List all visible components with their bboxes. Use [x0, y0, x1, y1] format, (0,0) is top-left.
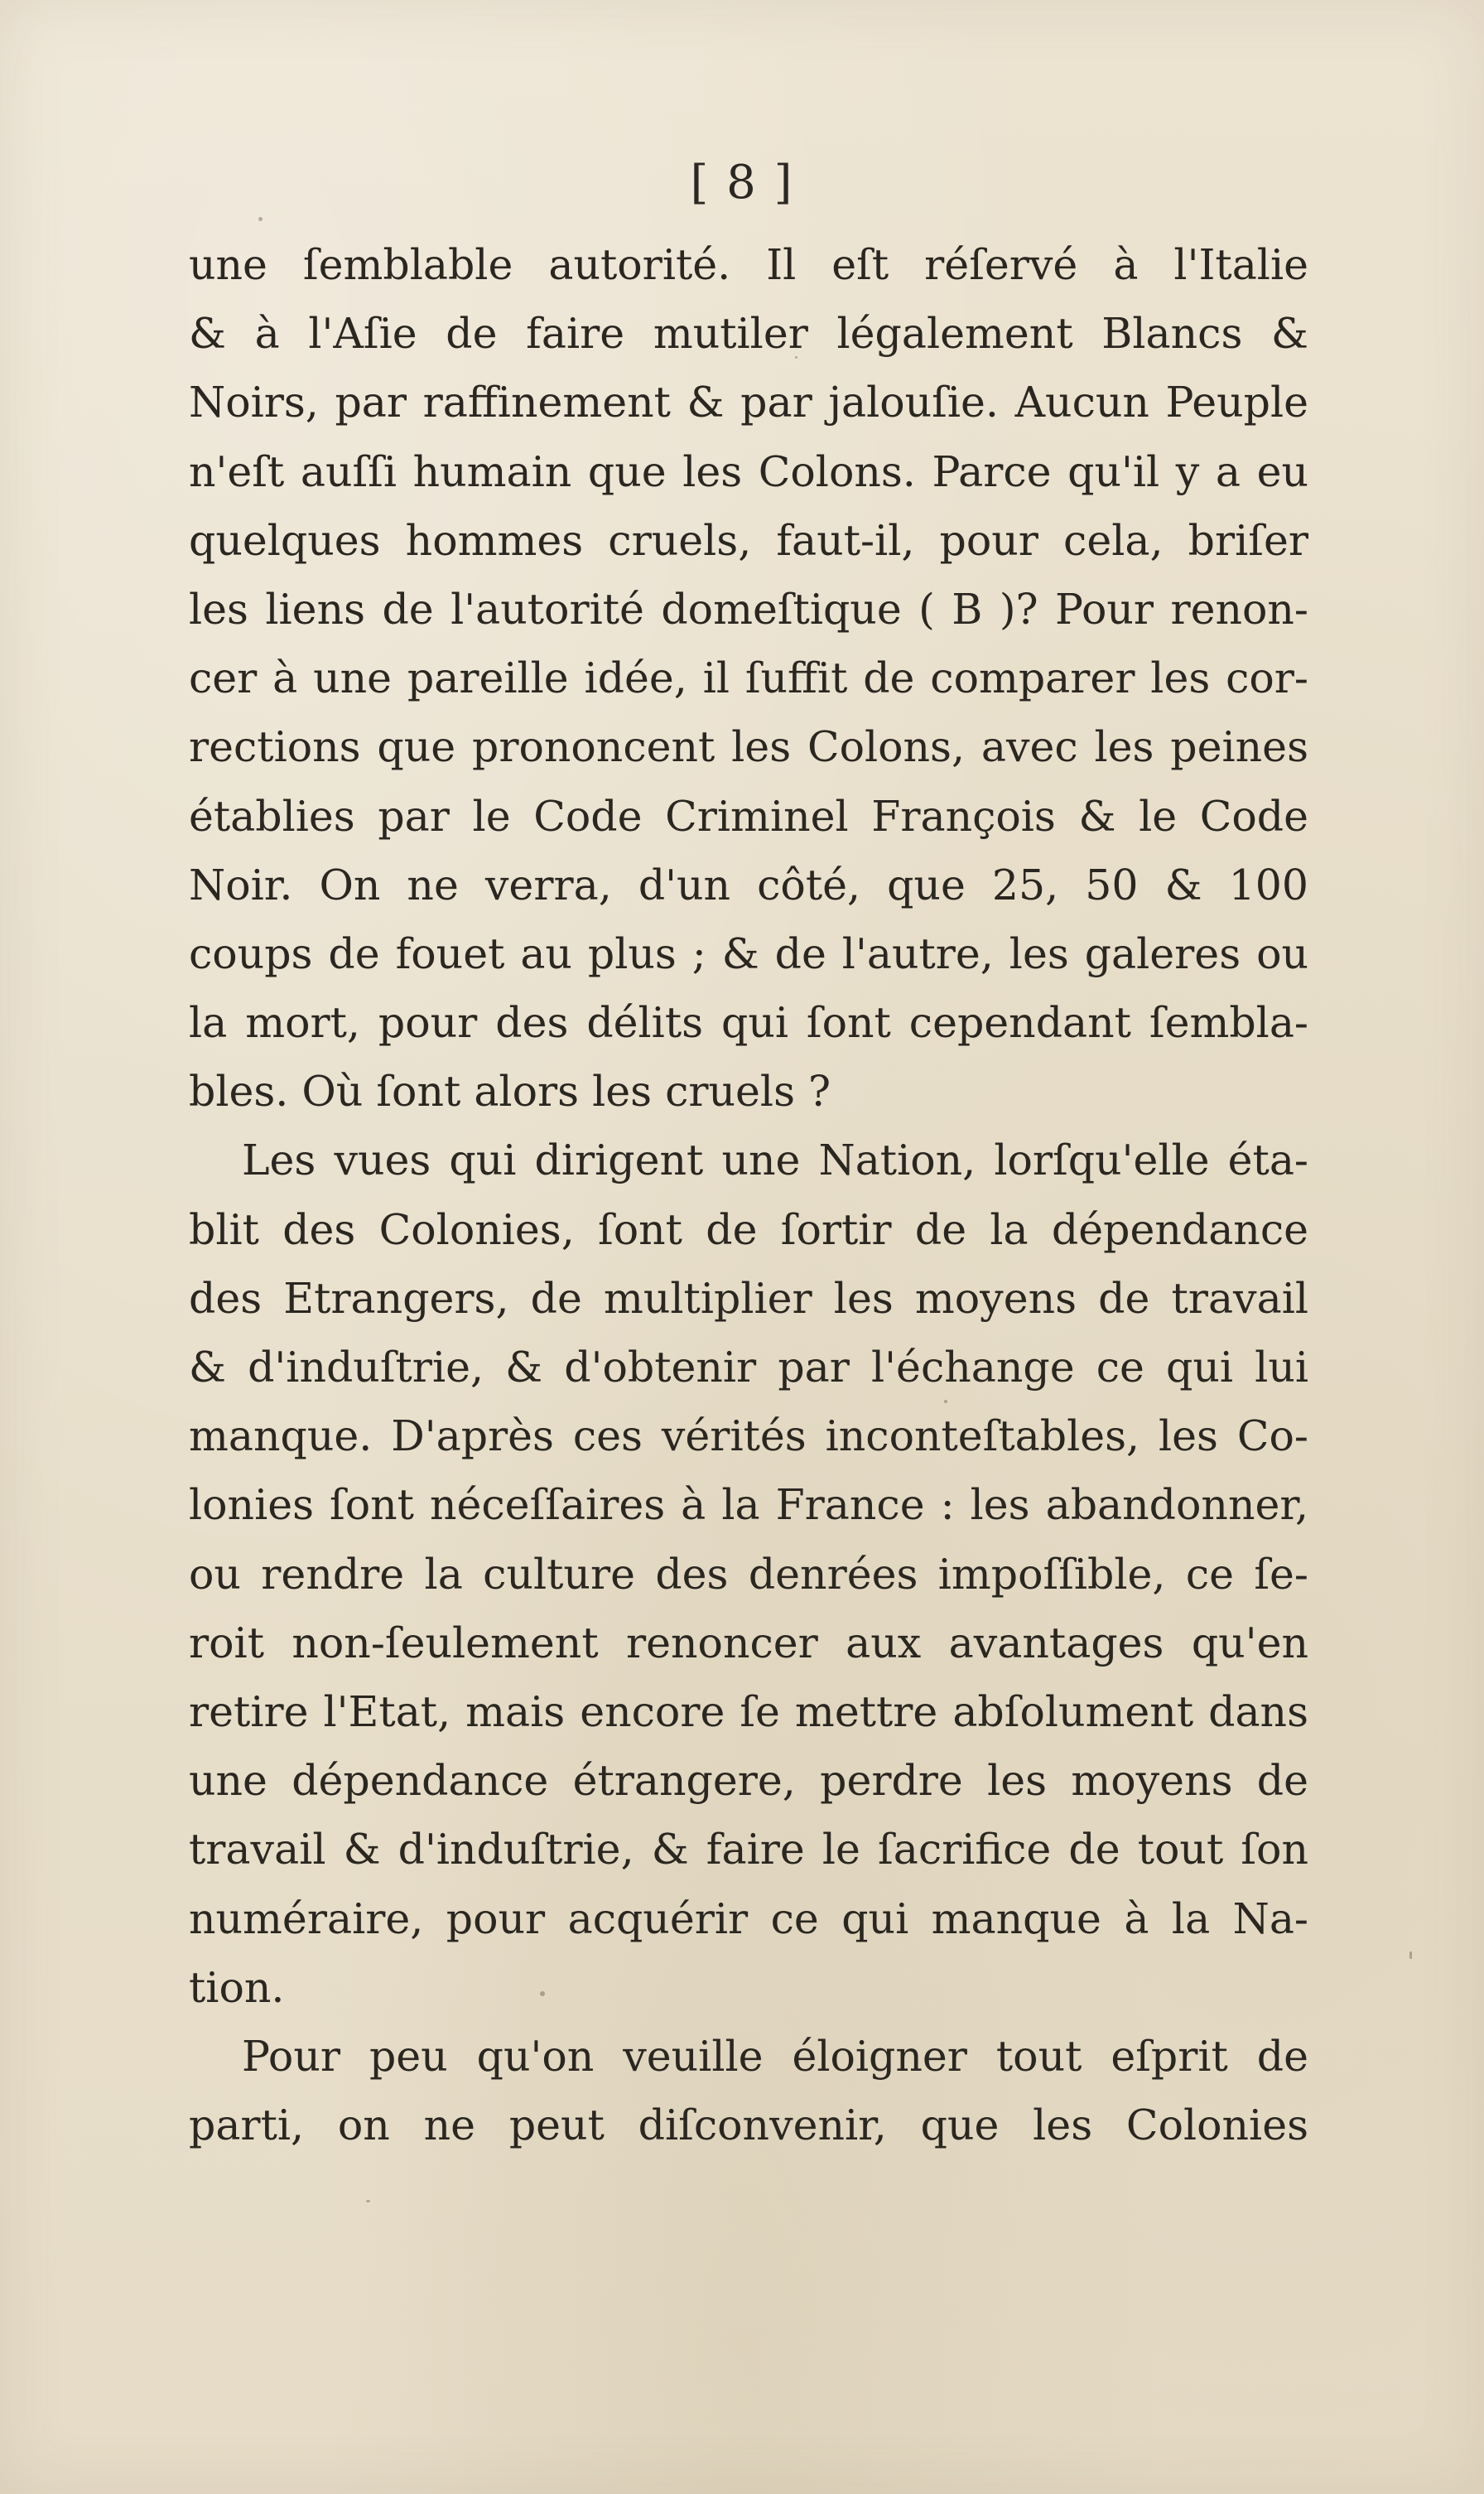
- text-line: manque. D'après ces vérités inconteſtables, les Co-: [189, 1411, 1308, 1461]
- text-line: & à l'Aſie de faire mutiler légalement Blancs &: [189, 309, 1308, 359]
- text-line: Les vues qui dirigent une Nation, lorſqu'elle éta-: [242, 1136, 1308, 1185]
- text-line: coups de fouet au plus ; & de l'autre, les galeres ou: [189, 929, 1308, 978]
- paper-speck: [540, 1991, 545, 1996]
- body-text: [189, 230, 1308, 2159]
- text-line: blit des Colonies, ſont de ſortir de la dépendance: [189, 1204, 1308, 1254]
- text-line: une dépendance étrangere, perdre les moyens de: [189, 1756, 1308, 1806]
- paper-speck: [258, 217, 263, 221]
- text-line: Pour peu qu'on veuille éloigner tout eſprit de: [242, 2031, 1308, 2081]
- text-line: n'eſt auſſi humain que les Colons. Parce qu'il y a eu: [189, 446, 1308, 496]
- text-line: ou rendre la culture des denrées impoſſible, ce ſe-: [189, 1549, 1308, 1599]
- paper-speck: [366, 2200, 370, 2202]
- paper-speck: [1409, 1951, 1412, 1959]
- text-line: quelques hommes cruels, faut-il, pour cela, briſer: [189, 515, 1308, 565]
- text-line: bles. Où ſont alors les cruels ?: [189, 1067, 831, 1117]
- text-line: les liens de l'autorité domeſtique ( B )? Pour renon-: [189, 584, 1308, 634]
- text-line: travail & d'induſtrie, & faire le ſacrifice de tout ſon: [189, 1825, 1308, 1874]
- text-line: rections que prononcent les Colons, avec les peines: [189, 722, 1308, 772]
- text-line: des Etrangers, de multiplier les moyens de travail: [189, 1273, 1308, 1323]
- text-line: lonies ſont néceſſaires à la France : les abandonner,: [189, 1480, 1308, 1530]
- text-line: & d'induſtrie, & d'obtenir par l'échange ce qui lui: [189, 1343, 1308, 1392]
- text-line: retire l'Etat, mais encore ſe mettre abſolument dans: [189, 1686, 1308, 1736]
- text-line: établies par le Code Criminel François & le Code: [189, 791, 1308, 841]
- text-line: Noir. On ne verra, d'un côté, que 25, 50 & 100: [189, 860, 1308, 909]
- text-line: tion.: [189, 1962, 285, 2012]
- text-line: numéraire, pour acquérir ce qui manque à la Na-: [189, 1893, 1308, 1943]
- text-line: parti, on ne peut diſconvenir, que les Colonies: [189, 2101, 1308, 2150]
- page-number: [ 8 ]: [690, 156, 794, 210]
- text-line: cer à une pareille idée, il ſuffit de comparer les cor-: [189, 654, 1308, 703]
- text-line: une ſemblable autorité. Il eſt réſervé à l'Italie: [189, 240, 1308, 289]
- paper-speck: [944, 1400, 947, 1403]
- text-line: Noirs, par raffinement & par jalouſie. Aucun Peuple: [189, 378, 1308, 427]
- paper-speck: [795, 356, 797, 359]
- text-line: roit non-ſeulement renoncer aux avantages qu'en: [189, 1618, 1308, 1667]
- text-line: la mort, pour des délits qui ſont cependant ſembla-: [189, 998, 1308, 1048]
